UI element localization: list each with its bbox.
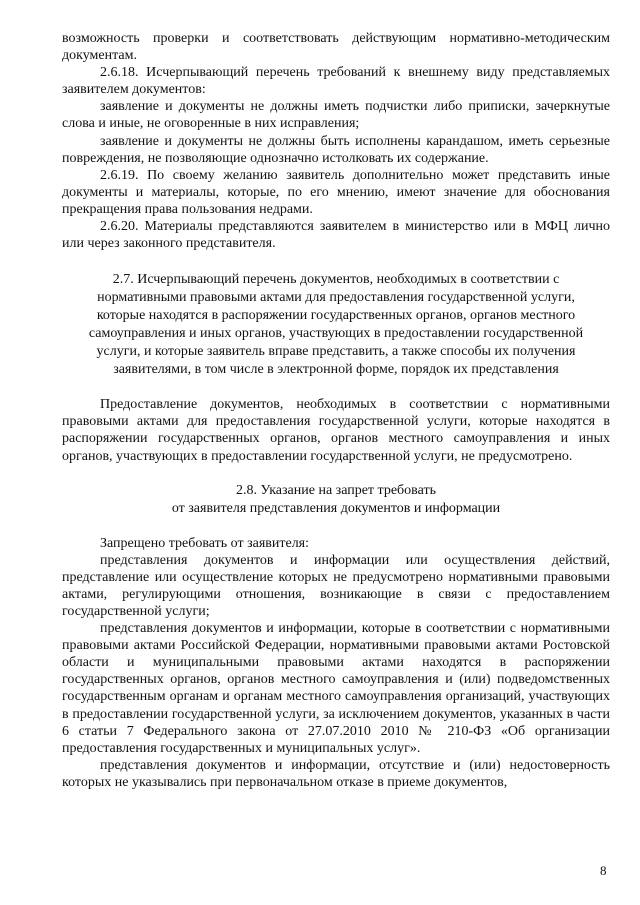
paragraph-no-pencil: заявление и документы не должны быть исполнены карандашом, иметь серьезные повреждения, не позволяющие однозначно истолковать их содержание. [62,133,610,166]
paragraph-2-6-20: 2.6.20. Материалы представляются заявителем в министерство или в МФЦ лично или через законного представителя. [62,219,610,252]
paragraph-2-6-18: 2.6.18. Исчерпывающий перечень требований к внешнему виду представляемых заявителем документов: [62,65,610,98]
heading-line: 2.7. Исчерпывающий перечень документов, необходимых в соответствии с [112,272,560,288]
paragraph-prohibited-intro: Запрещено требовать от заявителя: [100,535,310,551]
section-2-8-heading [62,482,610,518]
paragraph-continuation: возможность проверки и соответствовать действующим нормативно-методическим документам. [62,31,610,64]
page-content [62,30,610,791]
page-number: 8 [600,863,607,878]
paragraph-prohibited-missing-info: представления документов и информации, отсутствие и (или) недостоверность которых не указывались при первоначальном отказе в приеме документов, [62,757,610,790]
paragraph-2-6-19: 2.6.19. По своему желанию заявитель дополнительно может представить иные документы и материалы, которые, по его мнению, имеют значение для обоснования прекращения права пользования недрами. [62,167,610,217]
section-2-7-heading [62,271,610,379]
paragraph-prohibited-documents: представления документов и информации, которые в соответствии с нормативными правовыми актами Российской Федерации, нормативными правовыми актами Ростовской области и муниципальными правовыми актами находятся в распоряжении государственных органов, органов местного самоуправления и (или) подведомственных государственным органам и органам местного самоуправления организаций, участвующих в предоставлении государственной услуги, за исключением документов, указанных в части 6 статьи 7 Федерального закона от 27.07.2010 2010 № 210-ФЗ «Об организации предоставления государственных и муниципальных услуг». [62,621,610,756]
paragraph-no-erasures: заявление и документы не должны иметь подчистки либо приписки, зачеркнутые слова и иные, не оговоренные в них исправления; [62,99,610,132]
heading-line: которые находятся в распоряжении государственных органов, органов местного [96,308,576,324]
paragraph-prohibited-actions: представления документов и информации или осуществления действий, представление или осуществление которых не предусмотрено нормативными правовыми актами, регулирующими отношения, возникающие в связи с предоставлением государственной услуги; [62,552,610,619]
heading-line: от заявителя представления документов и информации [171,500,501,516]
heading-line: нормативными правовыми актами для предоставления государственной услуги, [97,290,575,306]
heading-line: 2.8. Указание на запрет требовать [236,482,436,498]
section-2-7-body: Предоставление документов, необходимых в соответствии с нормативными правовыми актами для предоставления государственной услуги, которые находятся в распоряжении государственных органов, органов местного самоуправления и иных органов, участвующих в предоставлении государственной услуги, не предусмотрено. [62,397,610,464]
heading-line: самоуправления и иных органов, участвующих в предоставлении государственной [88,326,584,342]
heading-line: заявителями, в том числе в электронной форме, порядок их представления [113,362,559,378]
heading-line: услуги, и которые заявитель вправе представить, а также способы их получения [96,344,576,360]
